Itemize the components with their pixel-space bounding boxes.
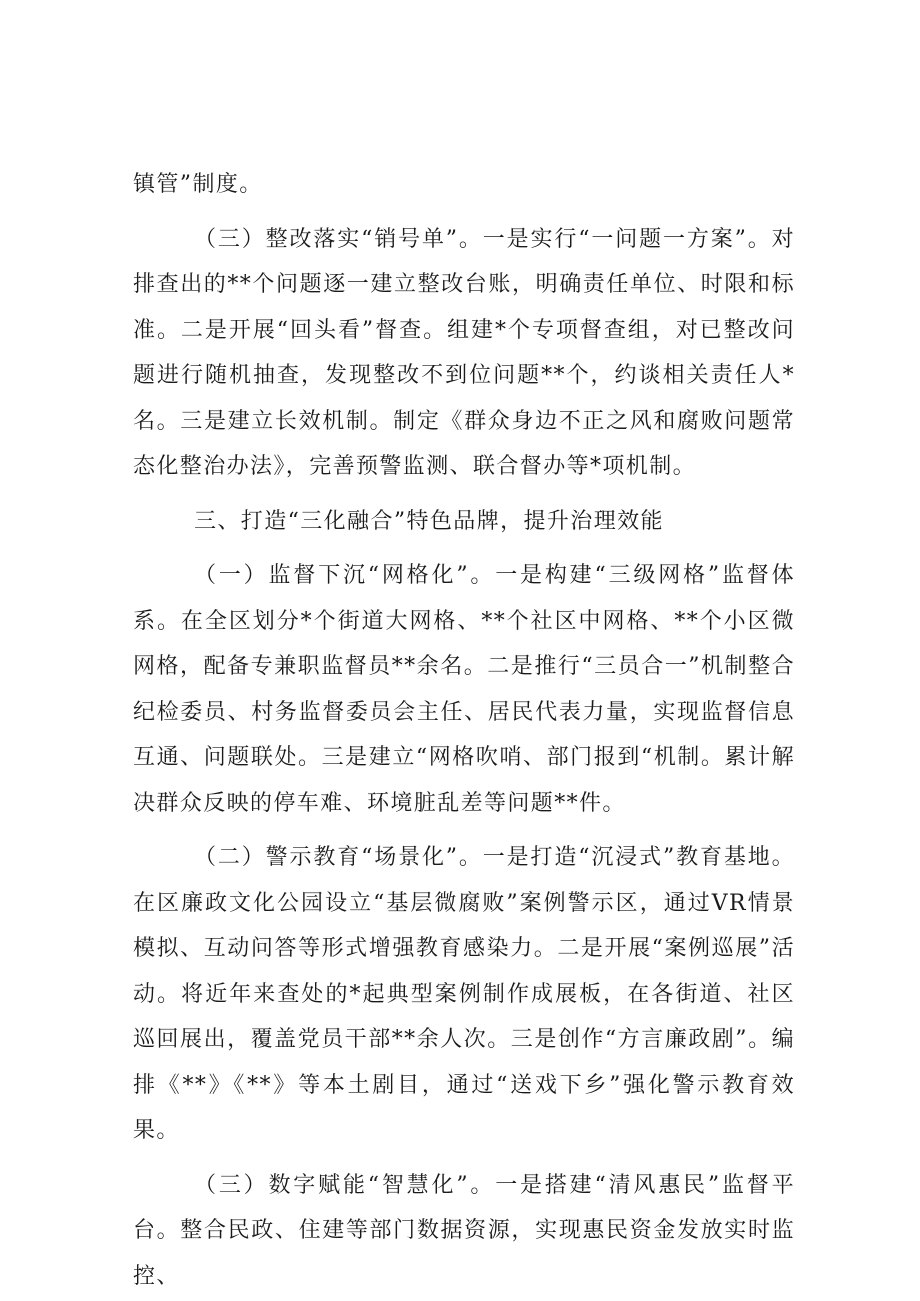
paragraph-rectification: （三）整改落实“销号单”。一是实行“一问题一方案”。对排查出的**个问题逐一建立整改台账，明确责任单位、时限和标准。二是开展“回头看”督查。组建*个专项督查组，对已整改问题进行随机抽查，发现整改不到位问题**个，约谈相关责任人*名。三是建立长效机制。制定《群众身边不正之风和腐败问题常态化整治办法》，完善预警监测、联合督办等*项机制。 <box>133 226 795 479</box>
section-heading-three: 三、打造“三化融合”特色品牌，提升治理效能 <box>194 508 664 534</box>
paragraph-warning-education: （二）警示教育“场景化”。一是打造“沉浸式”教育基地。在区廉政文化公园设立“基层微腐败”案例警示区，通过VR情景模拟、互动问答等形式增强教育感染力。二是开展“案例巡展”活动。将近年来查处的*起典型案例制作成展板，在各街道、社区巡回展出，覆盖党员干部**余人次。三是创作“方言廉政剧”。编排《**》《**》等本土剧目，通过“送戏下乡”强化警示教育效果。 <box>133 845 795 1143</box>
paragraph-continuation: 镇管”制度。 <box>133 172 263 197</box>
paragraph-digital-empowerment: （三）数字赋能“智慧化”。一是搭建“清风惠民”监督平台。整合民政、住建等部门数据资源，实现惠民资金发放实时监控、 <box>133 1172 795 1289</box>
document-page <box>133 162 795 1299</box>
paragraph-grid-supervision: （一）监督下沉“网格化”。一是构建“三级网格”监督体系。在全区划分*个街道大网格、**个社区中网格、**个小区微网格，配备专兼职监督员**余名。二是推行“三员合一”机制整合纪检委员、村务监督委员会主任、居民代表力量，实现监督信息互通、问题联处。三是建立“网格吹哨、部门报到“机制。累计解决群众反映的停车难、环境脏乱差等问题**件。 <box>133 563 795 816</box>
